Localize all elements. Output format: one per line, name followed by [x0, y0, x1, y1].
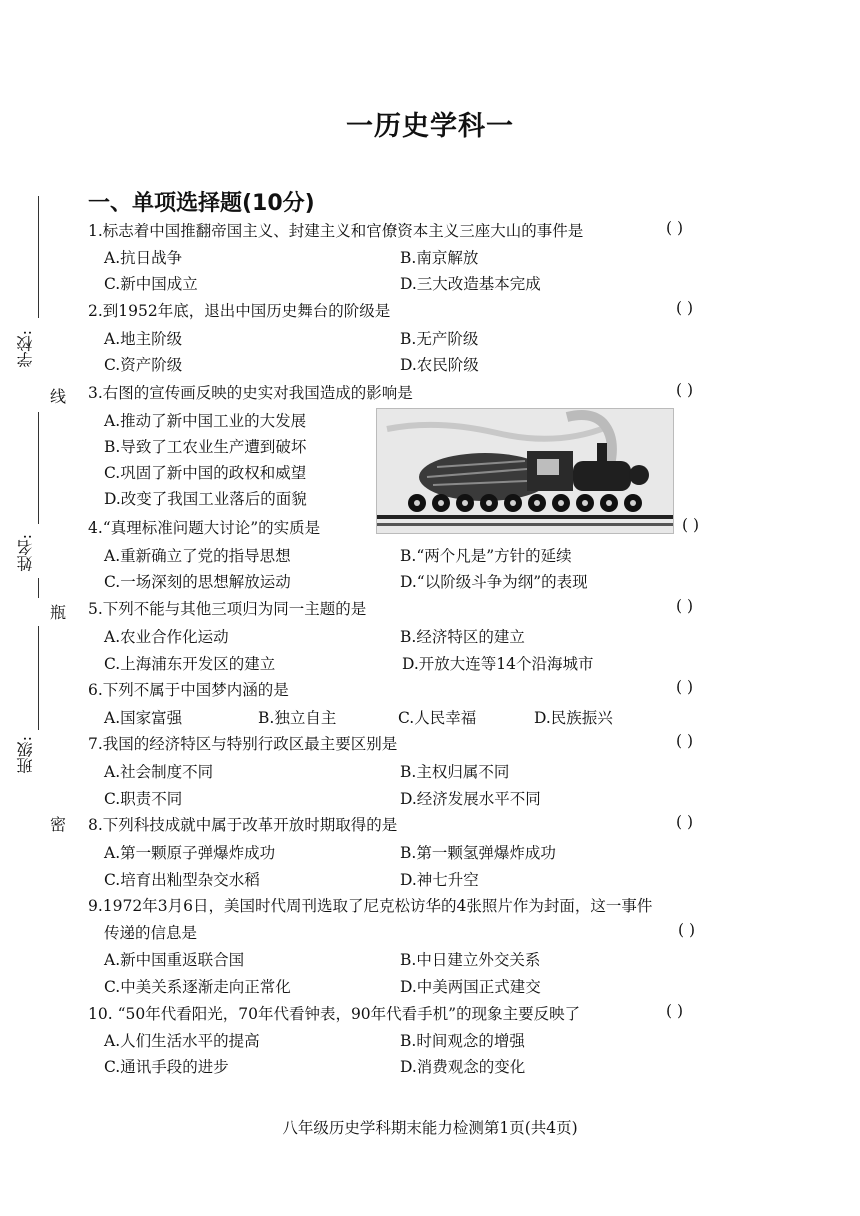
- option-d: D.农民阶级: [400, 356, 479, 374]
- answer-blank[interactable]: ( ): [676, 813, 694, 831]
- option-b: B.独立自主: [258, 709, 337, 727]
- option-d: D.开放大连等14个沿海城市: [402, 655, 594, 673]
- binding-rule: [38, 412, 39, 524]
- answer-blank[interactable]: ( ): [676, 732, 694, 750]
- option-b: B.时间观念的增强: [400, 1032, 525, 1050]
- binding-rule: [38, 626, 39, 730]
- option-c: C.一场深刻的思想解放运动: [104, 573, 291, 591]
- option-c: C.资产阶级: [104, 356, 183, 374]
- option-a: A.重新确立了党的指导思想: [104, 547, 291, 565]
- school-label: 学校:: [16, 330, 35, 368]
- option-a: A.地主阶级: [104, 330, 183, 348]
- option-d: D.消费观念的变化: [400, 1058, 526, 1076]
- option-b: B.中日建立外交关系: [400, 951, 541, 969]
- option-c: C.新中国成立: [104, 275, 198, 293]
- option-a: A.人们生活水平的提高: [104, 1032, 260, 1050]
- question-stem: 8.下列科技成就中属于改革开放时期取得的是: [88, 816, 398, 834]
- binding-mark: 密: [50, 815, 67, 834]
- binding-mark: 线: [50, 387, 67, 406]
- option-a: A.国家富强: [104, 709, 183, 727]
- question-stem: 1.标志着中国推翻帝国主义、封建主义和官僚资本主义三座大山的事件是: [88, 222, 584, 240]
- answer-blank[interactable]: ( ): [676, 597, 694, 615]
- binding-mark: 瓶: [50, 603, 67, 622]
- option-d: D.改变了我国工业落后的面貌: [104, 490, 307, 508]
- option-a: A.新中国重返联合国: [104, 951, 245, 969]
- option-d: D.“以阶级斗争为纲”的表现: [400, 573, 588, 591]
- name-label: 姓名:: [16, 534, 35, 572]
- option-c: C.中美关系逐渐走向正常化: [104, 978, 291, 996]
- option-a: A.第一颗原子弹爆炸成功: [104, 844, 276, 862]
- section-heading: 一、单项选择题(10分): [88, 191, 315, 216]
- option-c: C.巩固了新中国的政权和威望: [104, 464, 307, 482]
- question-stem: 2.到1952年底，退出中国历史舞台的阶级是: [88, 302, 391, 320]
- option-a: A.农业合作化运动: [104, 628, 229, 646]
- option-c: C.人民幸福: [398, 709, 477, 727]
- binding-rule: [38, 196, 39, 318]
- option-a: A.推动了新中国工业的大发展: [104, 412, 307, 430]
- question-stem: 4.“真理标准问题大讨论”的实质是: [88, 519, 321, 537]
- question-stem-continued: 传递的信息是: [104, 924, 198, 942]
- question-stem: 6.下列不属于中国梦内涵的是: [88, 681, 289, 699]
- option-d: D.民族振兴: [534, 709, 613, 727]
- option-d: D.神七升空: [400, 871, 479, 889]
- option-d: D.经济发展水平不同: [400, 790, 541, 808]
- question-stem: 5.下列不能与其他三项归为同一主题的是: [88, 600, 367, 618]
- class-label: 班级:: [16, 736, 35, 774]
- option-a: A.抗日战争: [104, 249, 183, 267]
- option-b: B.第一颗氢弹爆炸成功: [400, 844, 556, 862]
- question-stem: 9.1972年3月6日，美国时代周刊选取了尼克松访华的4张照片作为封面，这一事件: [88, 897, 653, 915]
- option-d: D.三大改造基本完成: [400, 275, 541, 293]
- answer-blank[interactable]: ( ): [666, 219, 684, 237]
- binding-rule: [38, 578, 39, 598]
- page-title: 一历史学科一: [346, 111, 514, 142]
- question-stem: 10. “50年代看阳光，70年代看钟表，90年代看手机”的现象主要反映了: [88, 1005, 581, 1023]
- option-c: C.上海浦东开发区的建立: [104, 655, 276, 673]
- option-b: B.无产阶级: [400, 330, 479, 348]
- option-c: C.培育出籼型杂交水稻: [104, 871, 260, 889]
- answer-blank[interactable]: ( ): [678, 921, 696, 939]
- option-c: C.通讯手段的进步: [104, 1058, 229, 1076]
- option-a: A.社会制度不同: [104, 763, 214, 781]
- option-b: B.导致了工农业生产遭到破坏: [104, 438, 307, 456]
- option-b: B.主权归属不同: [400, 763, 510, 781]
- answer-blank[interactable]: ( ): [676, 678, 694, 696]
- option-c: C.职责不同: [104, 790, 183, 808]
- answer-blank[interactable]: ( ): [682, 516, 700, 534]
- question-stem: 7.我国的经济特区与特别行政区最主要区别是: [88, 735, 398, 753]
- option-b: B.“两个凡是”方针的延续: [400, 547, 572, 565]
- page-footer: 八年级历史学科期末能力检测第1页(共4页): [282, 1119, 578, 1137]
- answer-blank[interactable]: ( ): [666, 1002, 684, 1020]
- option-b: B.经济特区的建立: [400, 628, 525, 646]
- answer-blank[interactable]: ( ): [676, 381, 694, 399]
- propaganda-poster-image: [376, 408, 674, 534]
- option-d: D.中美两国正式建交: [400, 978, 541, 996]
- question-stem: 3.右图的宣传画反映的史实对我国造成的影响是: [88, 384, 413, 402]
- answer-blank[interactable]: ( ): [676, 299, 694, 317]
- option-b: B.南京解放: [400, 249, 479, 267]
